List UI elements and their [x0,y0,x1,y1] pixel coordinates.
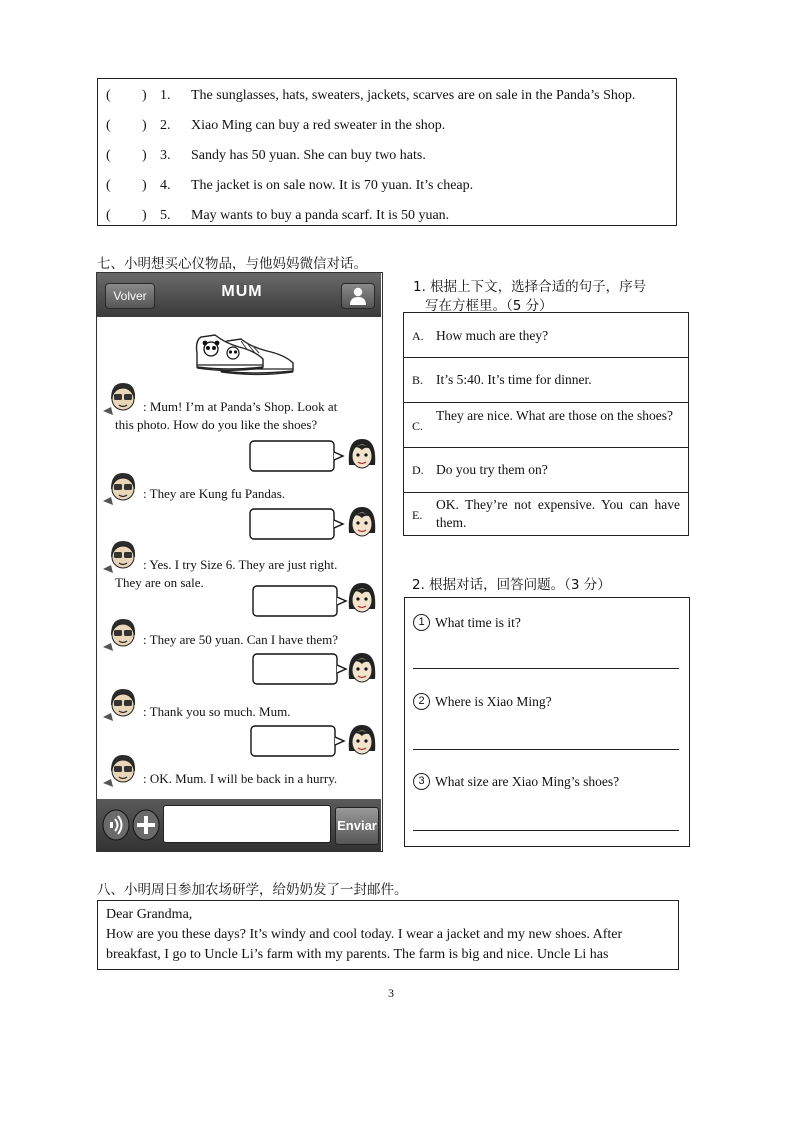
boy-message-6: : OK. Mum. I will be back in a hurry. [143,771,338,786]
back-button[interactable]: Volver [105,283,155,309]
mum-avatar-icon [345,721,379,761]
email-letter-box [97,900,679,970]
letter-greeting: Dear Grandma, [106,907,193,922]
chat-phone [96,272,383,852]
page-number: 3 [388,986,394,1000]
item-number: 1. [160,88,171,103]
options-table [403,312,689,536]
item-statement: The jacket is on sale now. It is 70 yuan. It’s cheap. [191,178,474,193]
mum-avatar-icon [345,579,379,619]
shoes-image [193,329,301,381]
option-b: B. It’s 5:40. It’s time for dinner. [404,358,688,403]
boy-avatar-icon [103,467,143,507]
question-2: 2 Where is Xiao Ming? [413,693,552,710]
letter-line: breakfast, I go to Uncle Li’s farm with my parents. The farm is big and nice. Uncle Li has [106,947,609,962]
tf-item-1 [98,81,676,111]
answer-box-1[interactable] [249,440,345,472]
question-3: 3 What size are Xiao Ming’s shoes? [413,773,619,790]
item-number: 4. [160,178,171,193]
q2-title: 2. 根据对话，回答问题。（3 分） [412,577,611,593]
answer-box-4[interactable] [252,653,348,685]
boy-message-3-cont: They are on sale. [115,575,204,590]
answer-blank[interactable]: ( ) [106,208,147,223]
plus-icon[interactable] [131,808,161,842]
section-8-title: 八、小明周日参加农场研学，给奶奶发了一封邮件。 [97,882,408,898]
circled-number: 2 [413,693,430,710]
option-c: C. They are nice. What are those on the shoes? [404,403,688,448]
item-statement: May wants to buy a panda scarf. It is 50 yuan. [191,208,450,223]
answer-blank[interactable]: ( ) [106,178,147,193]
boy-message-1-cont: this photo. How do you like the shoes? [115,417,318,432]
answer-line-2[interactable] [413,749,679,750]
item-statement: The sunglasses, hats, sweaters, jackets, scarves are on sale in the Panda’s Shop. [191,88,636,103]
voice-icon[interactable] [101,808,131,842]
message-input[interactable] [163,805,331,843]
answer-line-1[interactable] [413,668,679,669]
boy-message-3: : Yes. I try Size 6. They are just right. [143,557,338,572]
boy-message-5: : Thank you so much. Mum. [143,704,291,719]
boy-avatar-icon [103,377,143,417]
mum-avatar-icon [345,435,379,475]
send-button[interactable]: Enviar [335,807,379,845]
letter-line: How are you these days? It’s windy and cool today. I wear a jacket and my new shoes. After [106,927,623,942]
user-button[interactable] [341,283,375,309]
option-e: E. OK. They’re not expensive. You can have them. [412,497,680,530]
answer-box-3[interactable] [252,585,348,617]
answer-blank[interactable]: ( ) [106,88,147,103]
item-statement: Xiao Ming can buy a red sweater in the shop. [191,118,446,133]
boy-message-4: : They are 50 yuan. Can I have them? [143,632,339,647]
answer-blank[interactable]: ( ) [106,148,147,163]
option-a: A. How much are they? [404,313,688,358]
tf-item-2 [98,111,676,141]
section-7-title: 七、小明想买心仪物品，与他妈妈微信对话。 [97,256,367,272]
boy-message-2: : They are Kung fu Pandas. [143,486,286,501]
tf-item-5 [98,201,676,231]
tf-item-3 [98,141,676,171]
chat-input-bar [97,799,381,851]
item-number: 5. [160,208,171,223]
answer-box-5[interactable] [250,725,346,757]
answer-box-2[interactable] [249,508,345,540]
item-number: 2. [160,118,171,133]
questions-box [404,597,690,847]
mum-avatar-icon [345,503,379,543]
answer-line-3[interactable] [413,830,679,831]
item-statement: Sandy has 50 yuan. She can buy two hats. [191,148,426,163]
circled-number: 3 [413,773,430,790]
boy-avatar-icon [103,683,143,723]
answer-blank[interactable]: ( ) [106,118,147,133]
mum-avatar-icon [345,649,379,689]
contact-name: MUM [221,283,263,300]
boy-message-1: : Mum! I’m at Panda’s Shop. Look at [143,399,338,414]
option-d: D. Do you try them on? [404,448,688,493]
boy-avatar-icon [103,535,143,575]
question-1: 1 What time is it? [413,614,521,631]
q1-title: 1. 根据上下文，选择合适的句子，序号 写在方框里。（5 分） [413,279,647,314]
tf-item-4 [98,171,676,201]
boy-avatar-icon [103,749,143,789]
circled-number: 1 [413,614,430,631]
true-false-table [97,78,677,226]
boy-avatar-icon [103,613,143,653]
user-icon [342,284,374,308]
chat-header [97,273,381,317]
item-number: 3. [160,148,171,163]
